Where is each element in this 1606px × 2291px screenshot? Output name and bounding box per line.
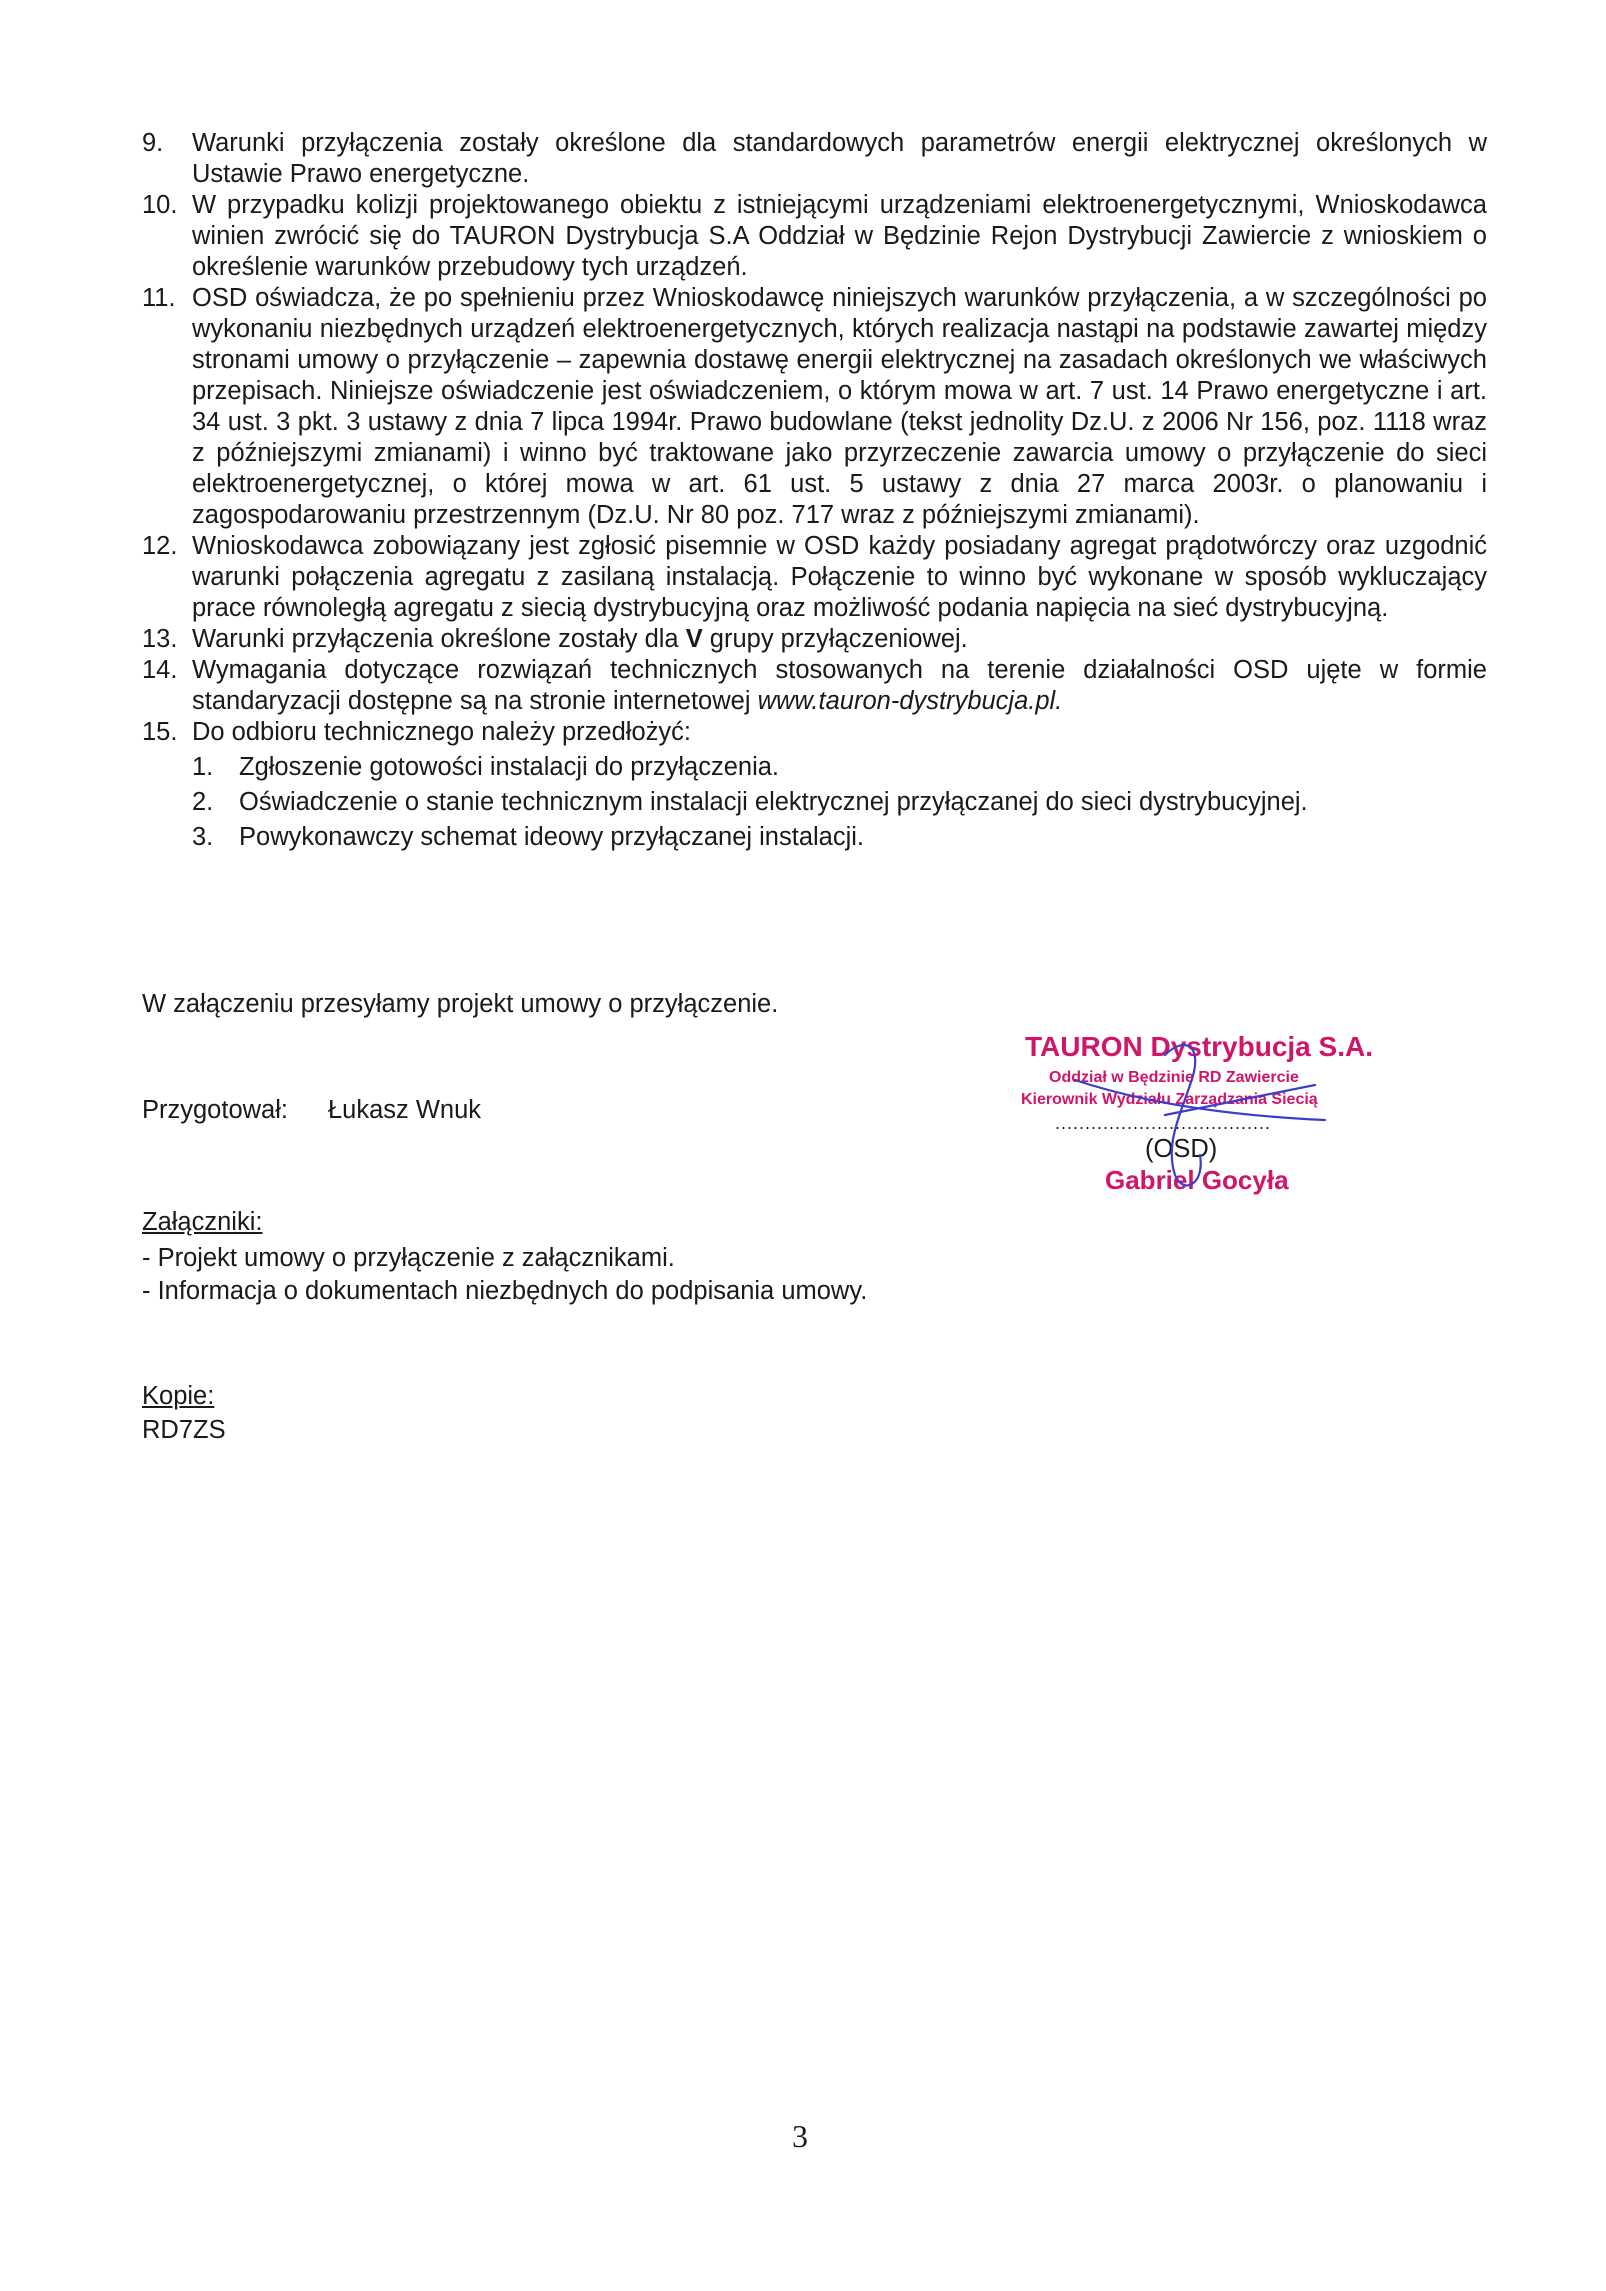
osd-label: (OSD) xyxy=(1145,1135,1218,1163)
item-text-part: grupy przyłączeniowej. xyxy=(702,625,968,653)
stamp-company: TAURON Dystrybucja S.A. xyxy=(1025,1031,1373,1062)
sub-list-item xyxy=(192,752,1487,783)
handwritten-signature xyxy=(1015,1025,1395,1205)
item-number: 15. xyxy=(142,718,178,746)
attachment-note: W załączeniu przesyłamy projekt umowy o przyłączenie. xyxy=(142,990,779,1018)
page-number: 3 xyxy=(792,2118,808,2154)
item-text: Do odbioru technicznego należy przedłożyć: xyxy=(192,718,691,746)
sub-list-item xyxy=(192,787,1487,818)
attachments-list xyxy=(142,1242,867,1308)
prepared-label: Przygotował: xyxy=(142,1096,288,1124)
list-item xyxy=(142,531,1487,624)
item-text: Wnioskodawca zobowiązany jest zgłosić pisemnie w OSD każdy posiadany agregat prądotwórczy oraz uzgodnić warunki połączenia agregatu z zasilaną instalacją. Połączenie to winno być wykonane w sposób wykluczający prace równoległą agregatu z siecią dystrybucyjną oraz możliwość podania napięcia na sieć dystrybucyjną. xyxy=(192,532,1487,622)
item-number: 12. xyxy=(142,532,178,560)
list-item xyxy=(142,283,1487,531)
item-number: 10. xyxy=(142,191,178,219)
list-item xyxy=(142,624,1487,655)
attachments-title: Załączniki: xyxy=(142,1208,263,1236)
copies-title: Kopie: xyxy=(142,1382,215,1410)
item-number: 9. xyxy=(142,129,164,157)
item-text xyxy=(192,655,1487,717)
stamp-position: Kierownik Wydziału Zarządzania Siecią xyxy=(1021,1091,1318,1108)
sub-list xyxy=(142,752,1487,853)
copies-value: RD7ZS xyxy=(142,1416,226,1444)
item-text: Warunki przyłączenia zostały określone dla standardowych parametrów energii elektrycznej określonych w Ustawie Prawo energetyczne. xyxy=(192,129,1487,188)
stamp-signer: Gabriel Gocyła xyxy=(1105,1165,1289,1195)
item-number: 14. xyxy=(142,656,178,684)
sub-item-text: Powykonawczy schemat ideowy przyłączanej instalacji. xyxy=(239,823,865,851)
attachment-item: - Informacja o dokumentach niezbędnych do podpisania umowy. xyxy=(142,1277,868,1305)
company-stamp xyxy=(1015,1025,1395,1205)
website-link[interactable]: www.tauron-dystrybucja.pl. xyxy=(757,687,1063,715)
item-text xyxy=(192,624,1487,655)
list-item xyxy=(142,190,1487,283)
item-text: W przypadku kolizji projektowanego obiektu z istniejącymi urządzeniami elektroenergetycznymi, Wnioskodawca winien zwrócić się do TAURON Dystrybucja S.A Oddział w Będzinie Rejon Dystrybucji Zawiercie z wnioskiem o określenie warunków przebudowy tych urządzeń. xyxy=(192,191,1487,281)
list-item xyxy=(142,717,1487,748)
sub-item-text: Oświadczenie o stanie technicznym instalacji elektrycznej przyłączanej do sieci dystrybucyjnej. xyxy=(239,788,1308,816)
attachment-item: - Projekt umowy o przyłączenie z załącznikami. xyxy=(142,1244,675,1272)
signature-line: .................................... xyxy=(1055,1113,1272,1133)
sub-list-item xyxy=(192,822,1487,853)
sub-item-number: 3. xyxy=(192,823,214,851)
conditions-list xyxy=(142,128,1487,853)
sub-item-text: Zgłoszenie gotowości instalacji do przyłączenia. xyxy=(239,753,780,781)
item-text-part: Warunki przyłączenia określone zostały dla xyxy=(192,625,686,653)
item-number: 13. xyxy=(142,625,178,653)
prepared-name: Łukasz Wnuk xyxy=(327,1096,482,1124)
item-text: OSD oświadcza, że po spełnieniu przez Wnioskodawcę niniejszych warunków przyłączenia, a w szczególności po wykonaniu niezbędnych urządzeń elektroenergetycznych, których realizacja nastąpi na podstawie zawartej między stronami umowy o przyłączenie – zapewnia dostawę energii elektrycznej na zasadach określonych we właściwych przepisach. Niniejsze oświadczenie jest oświadczeniem, o którym mowa w art. 7 ust. 14 Prawo energetyczne i art. 34 ust. 3 pkt. 3 ustawy z dnia 7 lipca 1994r. Prawo budowlane (tekst jednolity Dz.U. z 2006 Nr 156, poz. 1118 wraz z późniejszymi zmianami) i winno być traktowane jako przyrzeczenie zawarcia umowy o przyłączenie do sieci elektroenergetycznej, o której mowa w art. 61 ust. 5 ustawy z dnia 27 marca 2003r. o planowaniu i zagospodarowaniu przestrzennym (Dz.U. Nr 80 poz. 717 wraz z późniejszymi zmianami). xyxy=(192,284,1487,529)
prepared-by xyxy=(142,1096,481,1125)
list-item xyxy=(142,655,1487,717)
sub-item-number: 1. xyxy=(192,753,214,781)
list-item xyxy=(142,128,1487,190)
sub-item-number: 2. xyxy=(192,788,214,816)
stamp-branch: Oddział w Będzinie RD Zawiercie xyxy=(1049,1069,1299,1086)
group-roman-numeral: V xyxy=(685,625,703,653)
item-number: 11. xyxy=(142,284,176,312)
item-text-part: Wymagania dotyczące rozwiązań technicznych stosowanych na terenie działalności OSD ujęte w formie standaryzacji dostępne są na stronie internetowej xyxy=(192,656,1487,715)
